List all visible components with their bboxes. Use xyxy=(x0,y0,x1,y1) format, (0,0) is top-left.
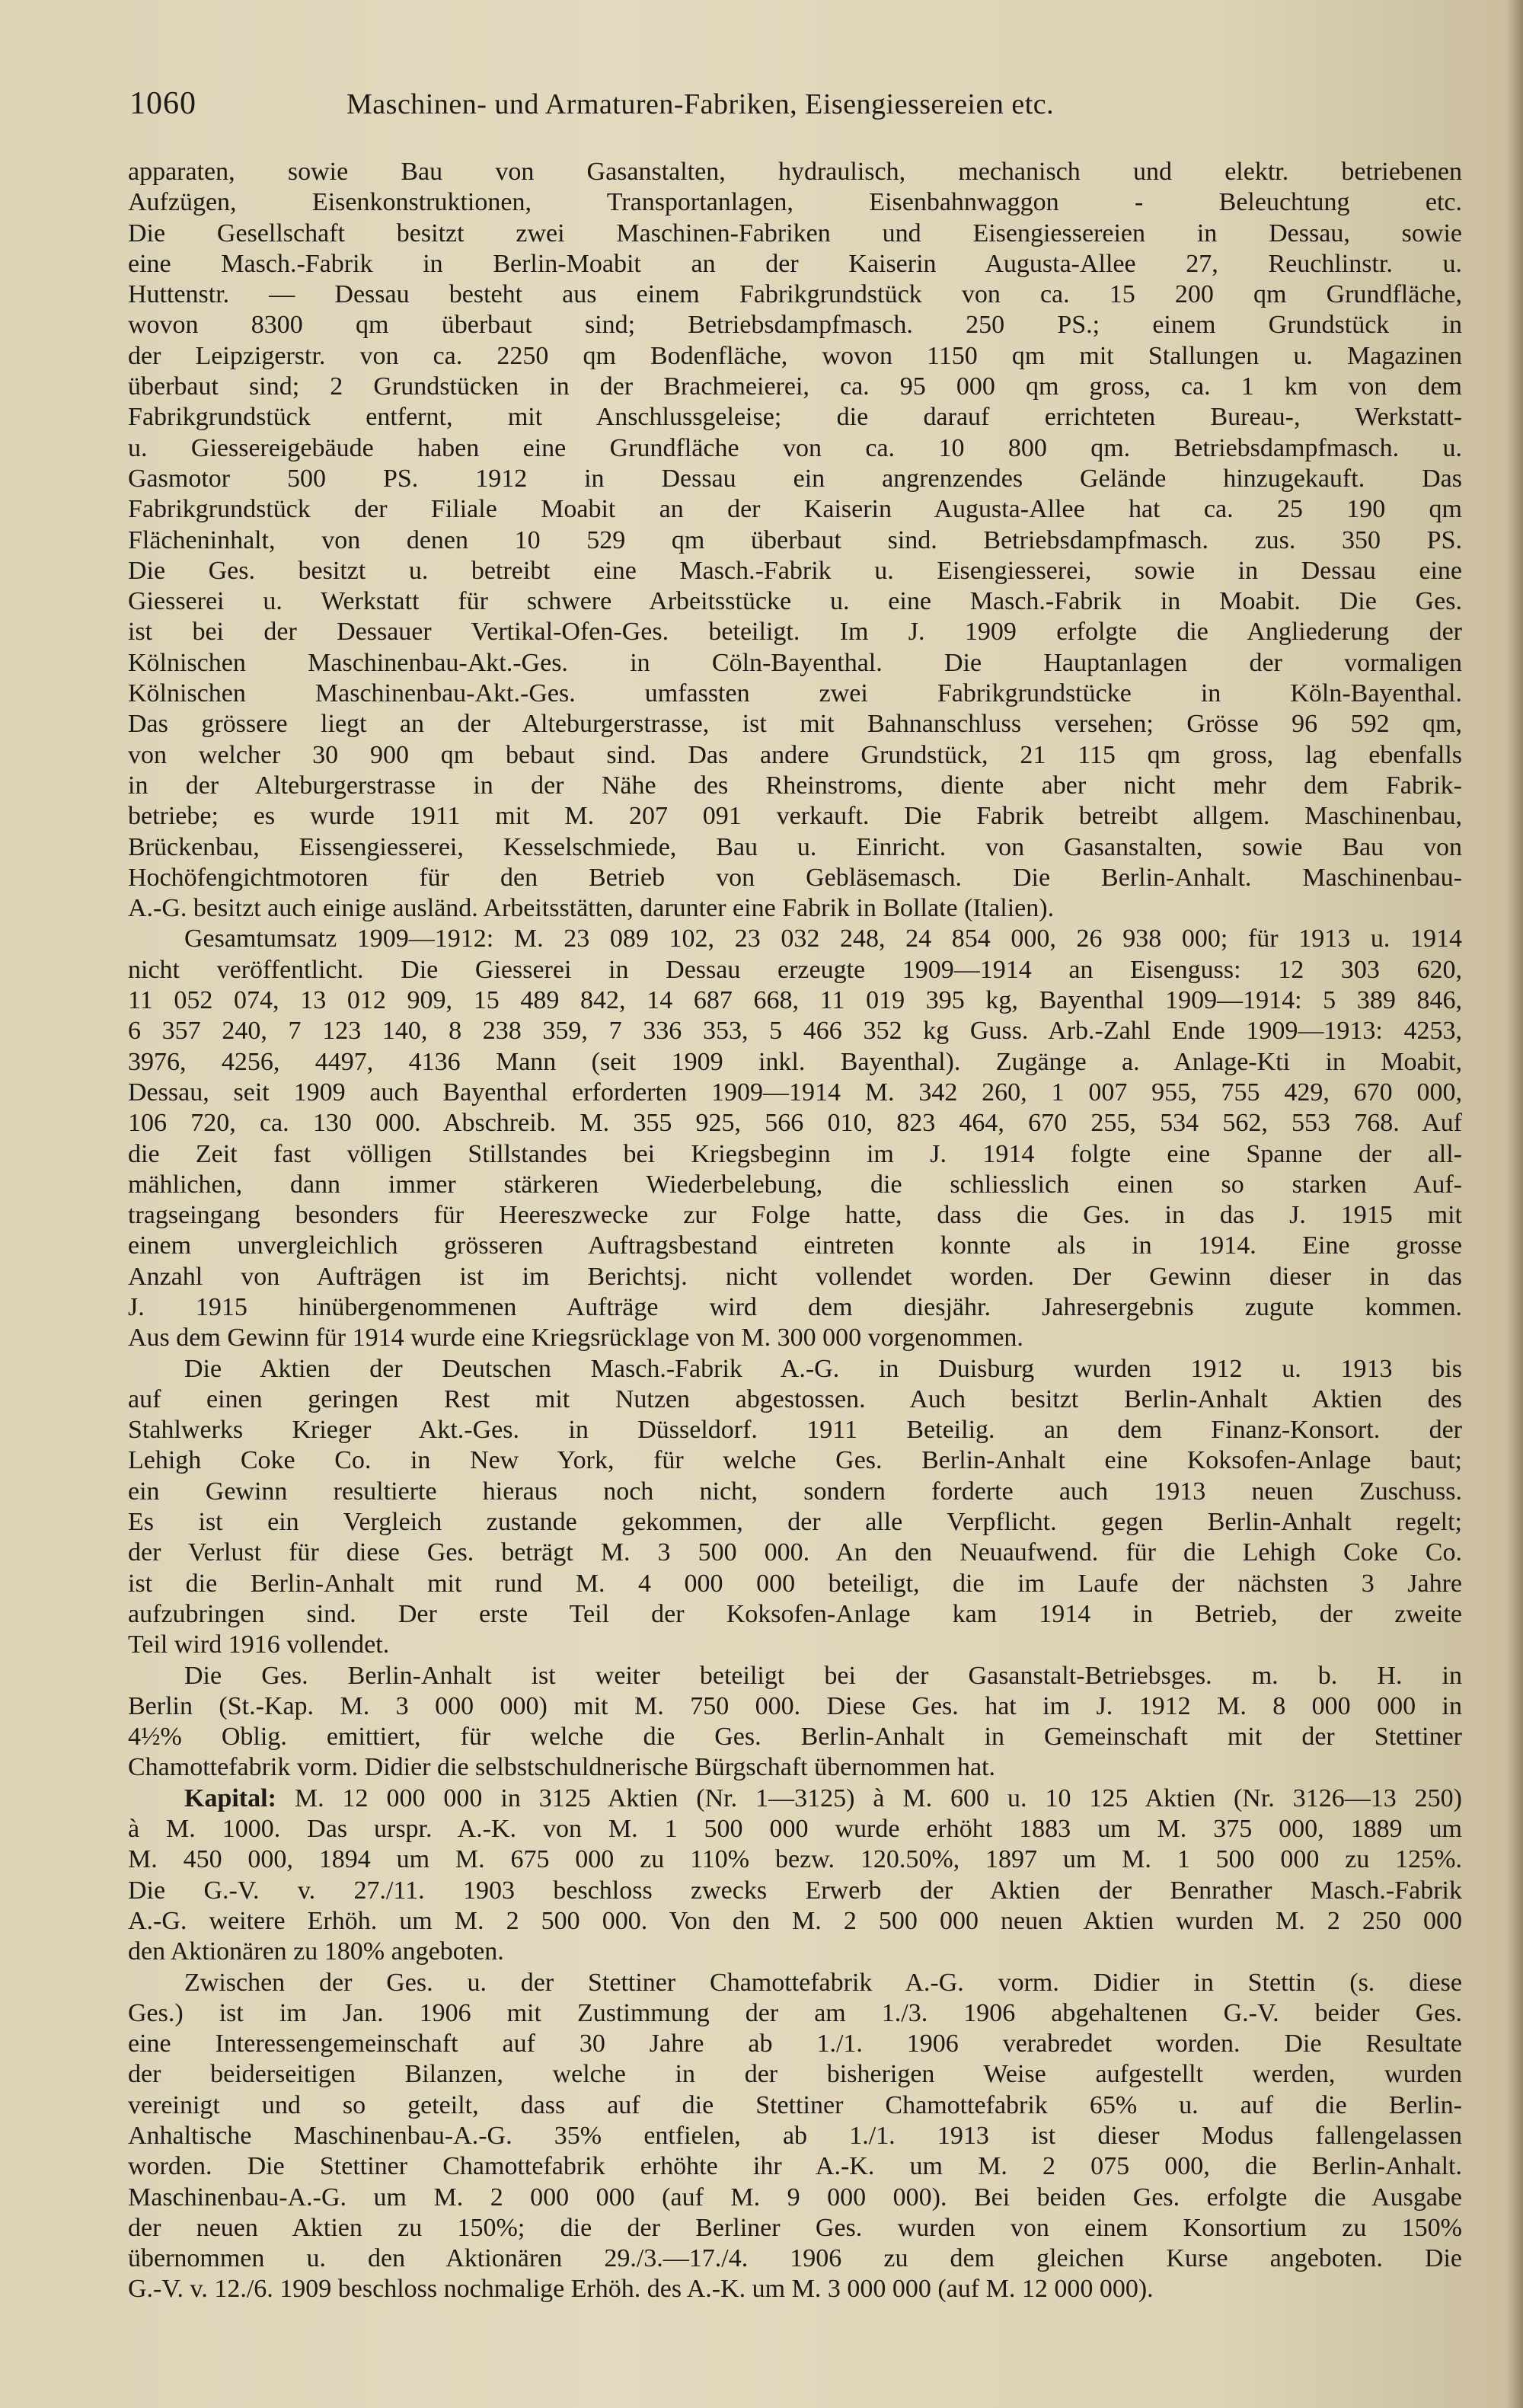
text-line: Lehigh Coke Co. in New York, für welche Ges. Berlin-Anhalt eine Koksofen-Anlage baut; xyxy=(128,1446,1462,1475)
text-line: Ges.) ist im Jan. 1906 mit Zustimmung der am 1./3. 1906 abgehaltenen G.-V. beider Ges. xyxy=(128,1998,1462,2027)
text-line: Kölnischen Maschinenbau-Akt.-Ges. in Cöln-Bayenthal. Die Hauptanlagen der vormaligen xyxy=(128,648,1462,677)
text-line: in der Alteburgerstrasse in der Nähe des Rheinstroms, diente aber nicht mehr dem Fabrik- xyxy=(128,771,1462,800)
text-line: 106 720, ca. 130 000. Abschreib. M. 355 925, 566 010, 823 464, 670 255, 534 562, 553 768. Auf xyxy=(128,1109,1462,1138)
text-line: Gesamtumsatz 1909—1912: M. 23 089 102, 23 032 248, 24 854 000, 26 938 000; für 1913 u. 1914 xyxy=(184,925,1462,953)
text-line: von welcher 30 900 qm bebaut sind. Das andere Grundstück, 21 115 qm gross, lag ebenfalls xyxy=(128,740,1462,769)
text-line: Aufzügen, Eisenkonstruktionen, Transportanlagen, Eisenbahnwaggon - Beleuchtung etc. xyxy=(128,188,1462,217)
body-text xyxy=(128,157,1462,2305)
running-title: Maschinen- und Armaturen-Fabriken, Eisengiessereien etc. xyxy=(346,88,1055,120)
text-line: ist bei der Dessauer Vertikal-Ofen-Ges. beteiligt. Im J. 1909 erfolgte die Angliederung der xyxy=(128,618,1462,647)
text-line: M. 450 000, 1894 um M. 675 000 zu 110% bezw. 120.50%, 1897 um M. 1 500 000 zu 125%. xyxy=(128,1845,1462,1874)
text-line: der Verlust für diese Ges. beträgt M. 3 500 000. An den Neuaufwend. für die Lehigh Coke Co. xyxy=(128,1538,1462,1567)
text-line: nicht veröffentlicht. Die Giesserei in Dessau erzeugte 1909—1914 an Eisenguss: 12 303 620, xyxy=(128,955,1462,984)
text-line: G.-V. v. 12./6. 1909 beschloss nochmalige Erhöh. des A.-K. um M. 3 000 000 (auf M. 12 000 000). xyxy=(128,2275,1154,2304)
page-header xyxy=(129,82,1462,126)
text-line: aufzubringen sind. Der erste Teil der Koksofen-Anlage kam 1914 in Betrieb, der zweite xyxy=(128,1599,1462,1628)
text-line: ist die Berlin-Anhalt mit rund M. 4 000 000 beteiligt, die im Laufe der nächsten 3 Jahre xyxy=(128,1569,1462,1598)
text-line: u. Giessereigebäude haben eine Grundfläche von ca. 10 800 qm. Betriebsdampfmasch. u. xyxy=(128,433,1462,462)
paragraph xyxy=(128,1968,1462,2305)
text-line: Brückenbau, Eissengiesserei, Kesselschmiede, Bau u. Einricht. von Gasanstalten, sowie Bau von xyxy=(128,832,1462,861)
text-line: apparaten, sowie Bau von Gasanstalten, hydraulisch, mechanisch und elektr. betriebenen xyxy=(128,158,1462,186)
paragraph xyxy=(128,924,1462,1353)
text-line: Kölnischen Maschinenbau-Akt.-Ges. umfassten zwei Fabrikgrundstücke in Köln-Bayenthal. xyxy=(128,679,1462,708)
text-line: 11 052 074, 13 012 909, 15 489 842, 14 687 668, 11 019 395 kg, Bayenthal 1909—1914: 5 389 846, xyxy=(128,986,1462,1015)
text-line: Anzahl von Aufträgen ist im Berichtsj. nicht vollendet worden. Der Gewinn dieser in das xyxy=(128,1262,1462,1291)
text-line: Aus dem Gewinn für 1914 wurde eine Kriegsrücklage von M. 300 000 vorgenommen. xyxy=(128,1324,1023,1353)
text-line: 4½% Oblig. emittiert, für welche die Ges. Berlin-Anhalt in Gemeinschaft mit der Stettiner xyxy=(128,1723,1462,1752)
text-line: ein Gewinn resultierte hieraus noch nicht, sondern forderte auch 1913 neuen Zuschuss. xyxy=(128,1477,1462,1506)
text-line: den Aktionären zu 180% angeboten. xyxy=(128,1937,504,1966)
text-line: Es ist ein Vergleich zustande gekommen, der alle Verpflicht. gegen Berlin-Anhalt regelt; xyxy=(128,1508,1462,1537)
page-edge-shadow xyxy=(1506,0,1523,2408)
text-line: à M. 1000. Das urspr. A.-K. von M. 1 500 000 wurde erhöht 1883 um M. 375 000, 1889 um xyxy=(128,1815,1462,1844)
text-line: überbaut sind; 2 Grundstücken in der Brachmeierei, ca. 95 000 qm gross, ca. 1 km von dem xyxy=(128,372,1462,401)
text-line: Huttenstr. — Dessau besteht aus einem Fabrikgrundstück von ca. 15 200 qm Grundfläche, xyxy=(128,280,1462,309)
text-line: mählichen, dann immer stärkeren Wiederbelebung, die schliesslich einen so starken Auf- xyxy=(128,1170,1462,1199)
text-line: 3976, 4256, 4497, 4136 Mann (seit 1909 inkl. Bayenthal). Zugänge a. Anlage-Kti in Moabit, xyxy=(128,1047,1462,1076)
text-line: wovon 8300 qm überbaut sind; Betriebsdampfmasch. 250 PS.; einem Grundstück in xyxy=(128,311,1462,340)
text-line xyxy=(128,1784,1462,1814)
text-line: auf einen geringen Rest mit Nutzen abgestossen. Auch besitzt Berlin-Anhalt Aktien des xyxy=(128,1384,1462,1413)
text-line: eine Masch.-Fabrik in Berlin-Moabit an der Kaiserin Augusta-Allee 27, Reuchlinstr. u. xyxy=(128,249,1462,278)
text-line: Fabrikgrundstück der Filiale Moabit an der Kaiserin Augusta-Allee hat ca. 25 190 qm xyxy=(128,495,1462,524)
text-line: übernommen u. den Aktionären 29./3.—17./4. 1906 zu dem gleichen Kurse angeboten. Die xyxy=(128,2244,1462,2273)
text-line: Die Ges. besitzt u. betreibt eine Masch.-Fabrik u. Eisengiesserei, sowie in Dessau eine xyxy=(128,556,1462,585)
text-line: einem unvergleichlich grösseren Auftragsbestand eintreten konnte als in 1914. Eine grosse xyxy=(128,1231,1462,1260)
text-line: A.-G. besitzt auch einige ausländ. Arbeitsstätten, darunter eine Fabrik in Bollate (Italien). xyxy=(128,894,1055,923)
text-line: tragseingang besonders für Heereszwecke zur Folge hatte, dass die Ges. in das J. 1915 mit xyxy=(128,1201,1462,1230)
text-line: Die Aktien der Deutschen Masch.-Fabrik A.-G. in Duisburg wurden 1912 u. 1913 bis xyxy=(184,1354,1462,1383)
text-line: Flächeninhalt, von denen 10 529 qm überbaut sind. Betriebsdampfmasch. zus. 350 PS. xyxy=(128,525,1462,554)
section-label: Kapital: xyxy=(184,1784,276,1812)
text-line: Giesserei u. Werkstatt für schwere Arbeitsstücke u. eine Masch.-Fabrik in Moabit. Die Ges. xyxy=(128,587,1462,616)
text-line: Die Ges. Berlin-Anhalt ist weiter beteiligt bei der Gasanstalt-Betriebsges. m. b. H. in xyxy=(184,1661,1462,1690)
text-line: A.-G. weitere Erhöh. um M. 2 500 000. Von den M. 2 500 000 neuen Aktien wurden M. 2 250 000 xyxy=(128,1906,1462,1935)
text-line: Chamottefabrik vorm. Didier die selbstschuldnerische Bürgschaft übernommen hat. xyxy=(128,1753,996,1782)
text-line: Die Gesellschaft besitzt zwei Maschinen-Fabriken und Eisengiessereien in Dessau, sowie xyxy=(128,219,1462,248)
text-line: Berlin (St.-Kap. M. 3 000 000) mit M. 750 000. Diese Ges. hat im J. 1912 M. 8 000 000 in xyxy=(128,1691,1462,1720)
text-line: Stahlwerks Krieger Akt.-Ges. in Düsseldorf. 1911 Beteilig. an dem Finanz-Konsort. der xyxy=(128,1416,1462,1445)
text-line: Anhaltische Maschinenbau-A.-G. 35% entfielen, ab 1./1. 1913 ist dieser Modus fallengelassen xyxy=(128,2122,1462,2150)
text-line: Hochöfengichtmotoren für den Betrieb von Gebläsemasch. Die Berlin-Anhalt. Maschinenbau- xyxy=(128,863,1462,892)
text-line: der beiderseitigen Bilanzen, welche in der bisherigen Weise aufgestellt werden, wurden xyxy=(128,2060,1462,2089)
page-number: 1060 xyxy=(129,86,196,121)
text-line: J. 1915 hinübergenommenen Aufträge wird dem diesjähr. Jahresergebnis zugute kommen. xyxy=(128,1292,1462,1321)
paragraph xyxy=(128,157,1462,924)
line-text: M. 12 000 000 in 3125 Aktien (Nr. 1—3125) à M. 600 u. 10 125 Aktien (Nr. 3126—13 250) xyxy=(276,1784,1462,1812)
paragraph xyxy=(128,1661,1462,1784)
text-line: Teil wird 1916 vollendet. xyxy=(128,1630,390,1659)
text-line: Die G.-V. v. 27./11. 1903 beschloss zwecks Erwerb der Aktien der Benrather Masch.-Fabrik xyxy=(128,1876,1462,1905)
text-line: der neuen Aktien zu 150%; die der Berliner Ges. wurden von einem Konsortium zu 150% xyxy=(128,2213,1462,2242)
text-line: 6 357 240, 7 123 140, 8 238 359, 7 336 353, 5 466 352 kg Guss. Arb.-Zahl Ende 1909—1913: 4253, xyxy=(128,1017,1462,1046)
text-line: der Leipzigerstr. von ca. 2250 qm Bodenfläche, wovon 1150 qm mit Stallungen u. Magazinen xyxy=(128,341,1462,370)
paragraph xyxy=(128,1354,1462,1661)
text-line: Dessau, seit 1909 auch Bayenthal erforderten 1909—1914 M. 342 260, 1 007 955, 755 429, 670 000, xyxy=(128,1078,1462,1107)
text-line: Maschinenbau-A.-G. um M. 2 000 000 (auf M. 9 000 000). Bei beiden Ges. erfolgte die Ausgabe xyxy=(128,2183,1462,2212)
text-line: Zwischen der Ges. u. der Stettiner Chamottefabrik A.-G. vorm. Didier in Stettin (s. diese xyxy=(184,1968,1462,1997)
text-line: Fabrikgrundstück entfernt, mit Anschlussgeleise; die darauf errichteten Bureau-, Werkstatt- xyxy=(128,403,1462,432)
text-line: betriebe; es wurde 1911 mit M. 207 091 verkauft. Die Fabrik betreibt allgem. Maschinenbau, xyxy=(128,802,1462,831)
text-line: die Zeit fast völligen Stillstandes bei Kriegsbeginn im J. 1914 folgte eine Spanne der all- xyxy=(128,1139,1462,1168)
paragraph xyxy=(128,1784,1462,1968)
text-line: vereinigt und so geteilt, dass auf die Stettiner Chamottefabrik 65% u. auf die Berlin- xyxy=(128,2090,1462,2119)
text-line: eine Interessengemeinschaft auf 30 Jahre ab 1./1. 1906 verabredet worden. Die Resultate xyxy=(128,2030,1462,2058)
text-line: worden. Die Stettiner Chamottefabrik erhöhte ihr A.-K. um M. 2 075 000, die Berlin-Anhalt. xyxy=(128,2152,1462,2181)
text-line: Gasmotor 500 PS. 1912 in Dessau ein angrenzendes Gelände hinzugekauft. Das xyxy=(128,464,1462,493)
text-line: Das grössere liegt an der Alteburgerstrasse, ist mit Bahnanschluss versehen; Grösse 96 592 qm, xyxy=(128,710,1462,739)
